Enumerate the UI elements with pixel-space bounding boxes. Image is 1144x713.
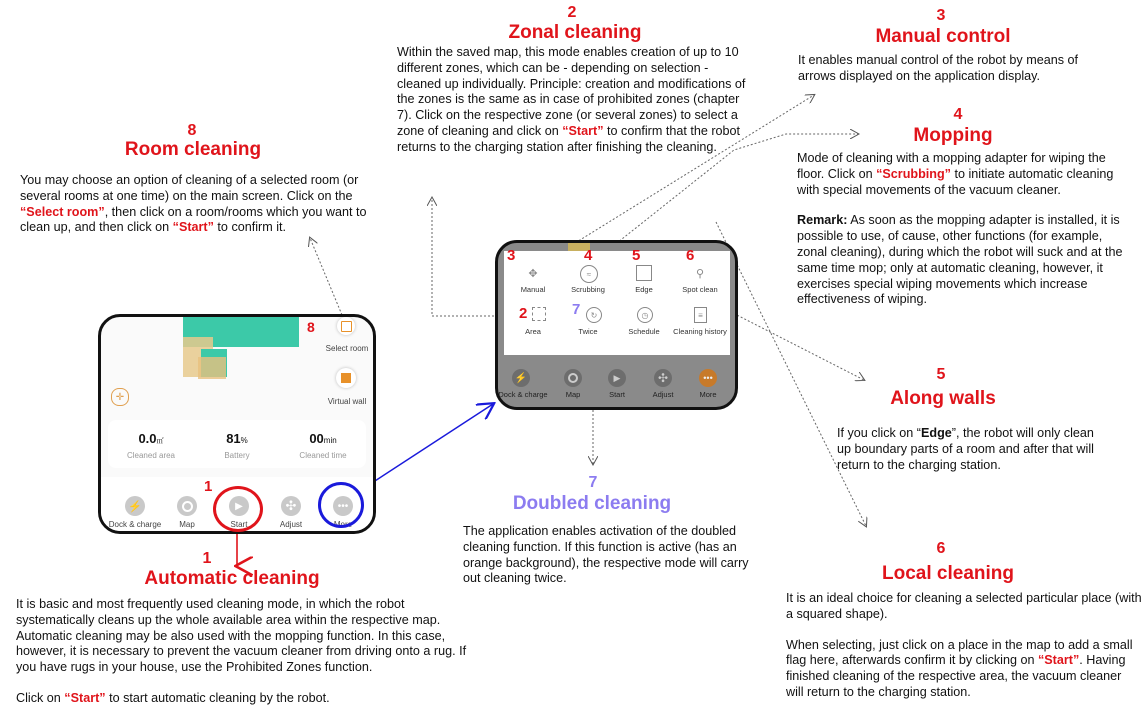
select-room-mark: 8 (307, 319, 315, 335)
area-icon (532, 307, 546, 321)
zonal-cleaning-number: 2 (567, 4, 577, 21)
map-icon[interactable] (177, 496, 197, 516)
zonal-cleaning-title: Zonal cleaning (508, 22, 642, 43)
virtual-wall-button[interactable] (336, 368, 356, 388)
adjust-fan-icon[interactable]: ✣ (281, 496, 301, 516)
manual-control-title: Manual control (875, 26, 1011, 47)
start-icon[interactable]: ▶ (229, 496, 249, 516)
more-icon[interactable]: ••• (333, 496, 353, 516)
room-cleaning-title: Room cleaning (124, 139, 262, 160)
start-highlight-circle (213, 486, 263, 532)
room-cleaning-number: 8 (187, 122, 197, 139)
spot-pin-icon: ⚲ (695, 267, 705, 280)
more-menu-row-2: 2 Area 7 ↻ Twice ◷ Schedule ≡ Cleaning history (519, 301, 727, 336)
doubled-cleaning-number: 7 (588, 474, 598, 491)
select-room-label: Select room (325, 344, 369, 353)
wall-icon (341, 373, 351, 383)
along-walls-title: Along walls (890, 388, 996, 409)
nav-adjust[interactable]: Adjust (279, 520, 303, 529)
more-menu-panel (504, 247, 730, 355)
doubled-cleaning-title: Doubled cleaning (512, 493, 672, 514)
stats-card (108, 420, 366, 468)
edge-icon (636, 265, 652, 281)
along-walls-text: If you click on “Edge”, the robot will only clean up boundary parts of a room and after that will return to the charging station. (837, 426, 1094, 472)
history-document-icon: ≡ (694, 307, 707, 323)
dock-charge-icon[interactable]: ⚡ (125, 496, 145, 516)
nav-more[interactable]: More (333, 520, 353, 529)
more-menu-phone (495, 240, 738, 410)
virtual-wall-label: Virtual wall (327, 397, 367, 406)
adjust-fan-icon[interactable]: ✣ (654, 369, 672, 387)
clock-icon: ◷ (637, 307, 653, 323)
manual-control-text: It enables manual control of the robot by means of arrows displayed on the application display. (798, 53, 1079, 83)
scrubbing-icon: ≈ (580, 265, 598, 283)
doubled-cleaning-text: The application enables activation of the doubled cleaning function. If this function is active (has an orange background), the respective mode will carry out cleaning twice. (463, 524, 749, 586)
nav-dock-charge[interactable]: Dock & charge (108, 520, 162, 529)
line-room (310, 238, 342, 315)
map-icon[interactable] (564, 369, 582, 387)
twice-icon: ↻ (586, 307, 602, 323)
mopping-title: Mopping (913, 125, 993, 146)
nav-map[interactable]: Map (565, 390, 581, 399)
more-icon[interactable]: ••• (699, 369, 717, 387)
locate-robot-icon[interactable]: ✛ (111, 388, 129, 406)
nav-adjust[interactable]: Adjust (652, 390, 674, 399)
start-icon[interactable]: ▶ (608, 369, 626, 387)
along-walls-number: 5 (936, 366, 946, 383)
mopping-number: 4 (953, 106, 963, 123)
nav-map[interactable]: Map (179, 520, 195, 529)
local-cleaning-number: 6 (936, 540, 946, 557)
nav-start[interactable]: Start (609, 390, 625, 399)
more-nav-bar (498, 361, 735, 407)
checkbox-icon (341, 321, 352, 332)
nav-start[interactable]: Start (230, 520, 248, 529)
cleaned-area-stat: 0.0㎡ Cleaned area (126, 431, 176, 460)
manual-control-number: 3 (936, 7, 946, 24)
battery-stat: 81% Battery (224, 431, 250, 460)
nav-dock-charge[interactable]: Dock & charge (498, 390, 548, 399)
select-room-button[interactable] (337, 317, 355, 335)
automatic-cleaning-number: 1 (202, 550, 212, 567)
mopping-text: Mode of cleaning with a mopping adapter for wiping the floor. Click on “Scrubbing” to initiate automatic cleaning with special movements of the vacuum cleaner. Remark: As soon as the mopping adapter is installed, it is possible to use, of cause, other functions (for example, zonal cleaning), during which the robot will suck and at the same time mop; only at automatic cleaning, however, it exercises special wiping movements which increase effectiveness of wiping. (797, 151, 1123, 307)
local-cleaning-title: Local cleaning (882, 563, 1014, 584)
dock-charge-icon[interactable]: ⚡ (512, 369, 530, 387)
more-menu-row-1: 3 ✥ Manual 4 ≈ Scrubbing 5 Edge 6 ⚲ Spot clean (507, 247, 718, 294)
local-cleaning-text: It is an ideal choice for cleaning a selected particular place (with a squared shape). When selecting, just click on a place in the map to add a small flag here, afterwards confirm it by clicking on “Start”. Having finished cleaning of the respective area, the vacuum cleaner will return to the charging station. (786, 591, 1142, 699)
zonal-cleaning-text: Within the saved map, this mode enables creation of up to 10 different zones, which can be - depending on selection - cleaned up individually. Principle: creation and modifications of the zones is the same as in case of prohibited zones (chapter 7). Click on the respective zone (or several zones) to select a zone of cleaning and click on “Start” to confirm that the robot returns to the charging station after finishing the cleaning. (397, 45, 746, 154)
room-cleaning-text: You may choose an option of cleaning of a selected room (or several rooms at one time) on the main screen. Click on the “Select room”, then click on a room/rooms which you want to clean up, and then click on “Start” to confirm it. (20, 173, 367, 235)
more-highlight-circle (318, 482, 364, 528)
map-room-select[interactable] (198, 357, 226, 379)
cleaned-time-stat: 00min Cleaned time (299, 431, 347, 460)
automatic-cleaning-title: Automatic cleaning (144, 568, 320, 589)
line-more (358, 404, 493, 492)
automatic-cleaning-text: It is basic and most frequently used cleaning mode, in which the robot systematically cleans up the whole available area within the respective map. Automatic cleaning may be also used with the mopping function. In this case, however, it is necessary to prevent the vacuum cleaner from driving onto a rug. If you have rugs in your house, use the Prohibited Zones function. Click on “Start” to start automatic cleaning by the robot. (16, 597, 467, 705)
nav-more[interactable]: More (699, 390, 717, 399)
manual-arrows-icon: ✥ (528, 267, 538, 280)
start-mark: 1 (204, 478, 213, 495)
